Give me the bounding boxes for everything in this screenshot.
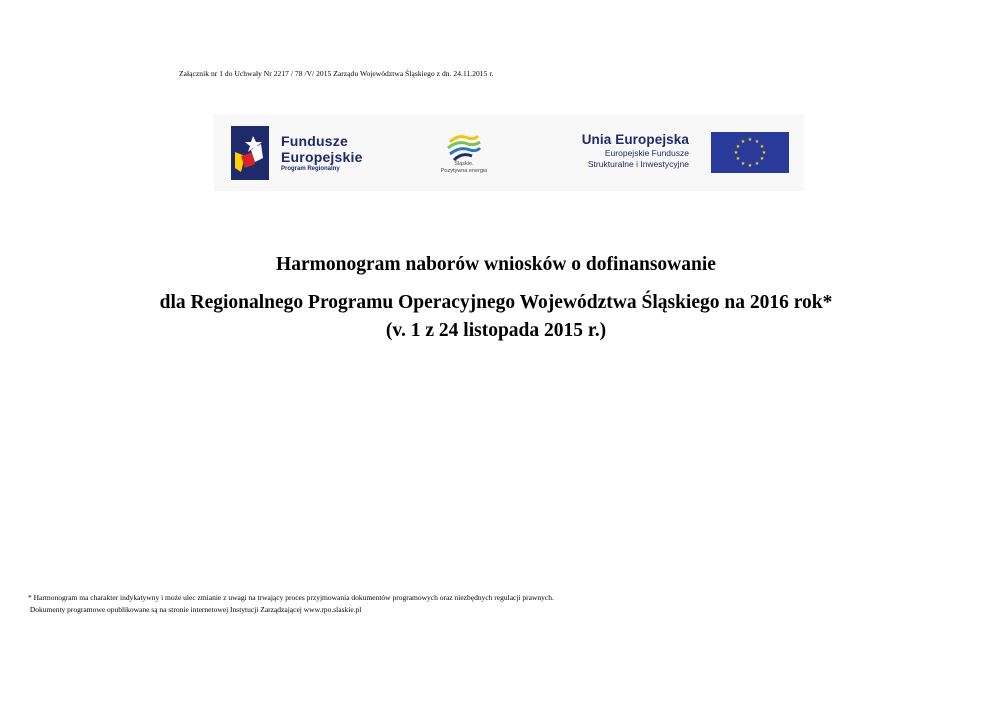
svg-text:★: ★ <box>754 161 760 167</box>
slaskie-logo <box>444 130 484 162</box>
footnote <box>28 592 554 616</box>
footnote-line2: Dokumenty programowe opublikowane są na stronie internetowej Instytucji Zarządzającej www.rpo.slaskie.pl <box>28 605 362 614</box>
fundusze-europejskie-logo <box>231 126 269 180</box>
svg-text:★: ★ <box>761 150 767 156</box>
svg-text:★: ★ <box>740 161 746 167</box>
europejskie-fundusze-label: Europejskie Fundusze <box>604 148 689 158</box>
svg-text:★: ★ <box>759 156 765 162</box>
fundusze-europejskie-text <box>281 133 363 173</box>
svg-text:★: ★ <box>735 144 741 150</box>
pozytywna-energia-label: Pozytywna energia <box>440 168 488 174</box>
svg-text:★: ★ <box>735 156 741 162</box>
svg-text:★: ★ <box>754 139 760 145</box>
svg-text:★: ★ <box>747 163 753 169</box>
strukturalne-label: Strukturalne i Inwestycyjne <box>587 159 689 169</box>
logo-bar <box>214 114 804 191</box>
footnote-line1: * Harmonogram ma charakter indykatywny i może ulec zmianie z uwagi na trwający proces przyjmowania dokumentów programowych oraz niezbędnych regulacji prawnych. <box>28 593 554 602</box>
europejskie-label: Europejskie <box>281 149 363 165</box>
document-title-line1: Harmonogram naborów wniosków o dofinansowanie <box>276 254 716 275</box>
unia-europejska-label: Unia Europejska <box>581 132 689 147</box>
attachment-note: Załącznik nr 1 do Uchwały Nr 2217 / 78 /V/ 2015 Zarządu Województwa Śląskiego z dn. 24.11.2015 r. <box>179 69 494 78</box>
program-regionalny-label: Program Regionalny <box>281 166 340 172</box>
document-version: (v. 1 z 24 listopada 2015 r.) <box>385 320 607 341</box>
document-title-line2: dla Regionalnego Programu Operacyjnego Województwa Śląskiego na 2016 rok* <box>159 292 833 313</box>
slaskie-text <box>430 161 498 175</box>
svg-text:★: ★ <box>733 150 739 156</box>
svg-text:★: ★ <box>740 139 746 145</box>
eu-flag-icon <box>711 132 789 173</box>
svg-text:★: ★ <box>747 137 753 143</box>
slaskie-label: Śląskie. <box>454 161 474 167</box>
svg-text:★: ★ <box>759 144 765 150</box>
unia-europejska-text <box>582 131 689 170</box>
fundusze-label: Fundusze <box>281 133 348 149</box>
